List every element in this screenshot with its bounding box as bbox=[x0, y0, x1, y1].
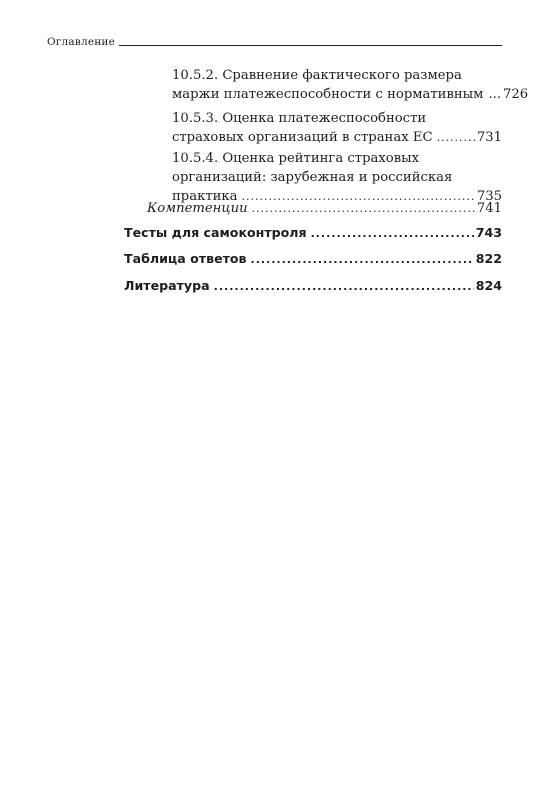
toc-entry-title: маржи платежеспособности с нормативным bbox=[172, 87, 484, 102]
toc-entry-title: 10.5.2. Сравнение фактического размера bbox=[172, 68, 462, 83]
toc-entry-line bbox=[172, 66, 502, 85]
toc-entry-line bbox=[124, 249, 502, 269]
toc-dot-leader bbox=[437, 128, 475, 147]
toc-entry-title: 10.5.3. Оценка платежеспособности bbox=[172, 111, 427, 126]
toc-entry-title: Таблица ответов bbox=[124, 251, 247, 266]
toc-page-number: 735 bbox=[476, 189, 502, 204]
toc-entry-self-tests[interactable] bbox=[124, 223, 502, 243]
toc-entry-competencies[interactable] bbox=[147, 199, 502, 218]
toc-entry-line bbox=[124, 276, 502, 296]
toc-entry-10-5-4[interactable] bbox=[172, 149, 502, 206]
toc-entry-line bbox=[172, 168, 502, 187]
toc-dot-leader bbox=[252, 199, 475, 218]
toc-entry-10-5-2[interactable] bbox=[172, 66, 529, 104]
toc-entry-line bbox=[172, 128, 502, 147]
toc-entry-10-5-3[interactable] bbox=[172, 109, 502, 147]
toc-page-number: 822 bbox=[475, 251, 502, 266]
toc-entry-title: Литература bbox=[124, 278, 210, 293]
toc-entry-title: страховых организаций в странах ЕС bbox=[172, 130, 433, 145]
toc-page-number: 726 bbox=[503, 87, 529, 102]
toc-page-number: 743 bbox=[475, 225, 502, 240]
toc-entry-title: практика bbox=[172, 189, 238, 204]
toc-entry-title: Компетенции bbox=[147, 201, 248, 216]
toc-entry-line bbox=[124, 223, 502, 243]
toc-entry-line bbox=[147, 199, 502, 218]
toc-entry-answer-table[interactable] bbox=[124, 249, 502, 269]
toc-dot-leader bbox=[311, 224, 474, 243]
toc-entry-title: Тесты для самоконтроля bbox=[124, 225, 307, 240]
toc-entry-line bbox=[172, 85, 529, 104]
toc-dot-leader bbox=[214, 277, 474, 296]
toc-page-number: 824 bbox=[475, 278, 502, 293]
toc-page-number: 741 bbox=[476, 201, 502, 216]
toc-entry-title: 10.5.4. Оценка рейтинга страховых bbox=[172, 151, 420, 166]
toc-entry-line bbox=[172, 149, 502, 168]
running-title: Оглавление bbox=[47, 35, 119, 49]
toc-page-number: 731 bbox=[476, 130, 502, 145]
toc-dot-leader bbox=[251, 250, 474, 269]
toc-entry-title: организаций: зарубежная и российская bbox=[172, 170, 453, 185]
toc-dot-leader: ... bbox=[488, 87, 502, 102]
toc-entry-line bbox=[172, 109, 502, 128]
toc-entry-literature[interactable] bbox=[124, 276, 502, 296]
